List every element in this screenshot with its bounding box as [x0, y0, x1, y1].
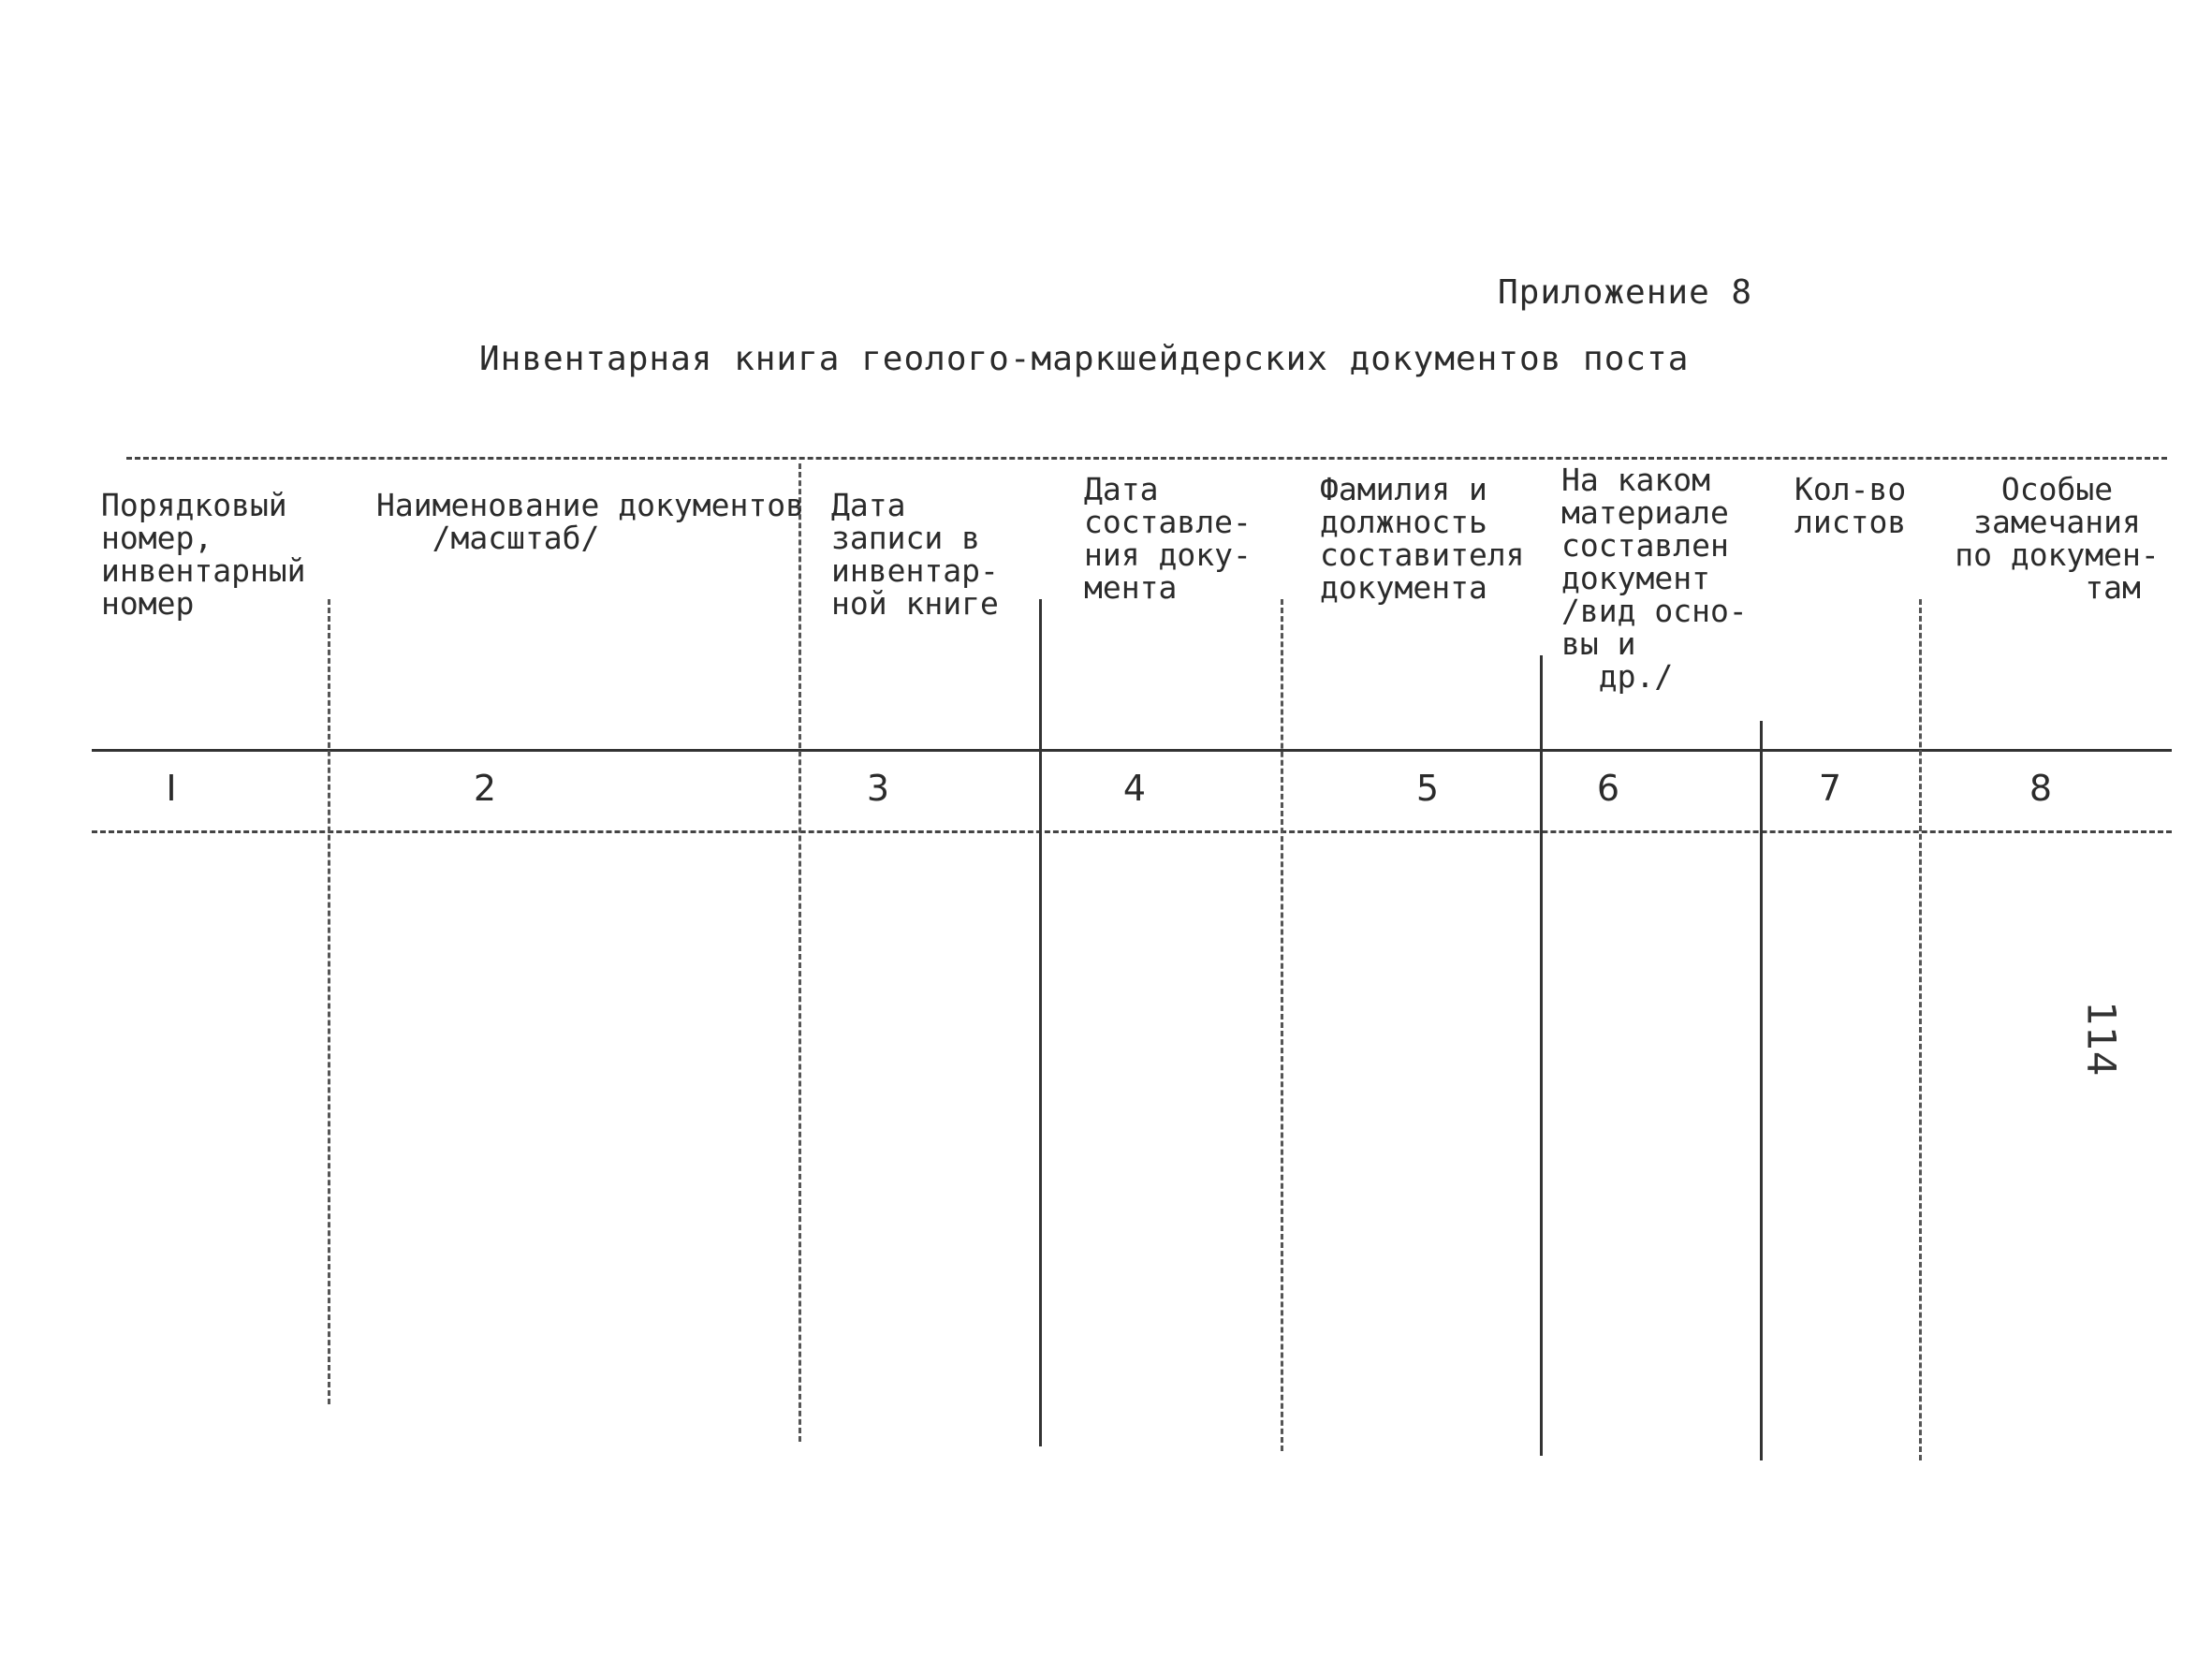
column-header-6: На каком материале составлен документ /вид осно- вы и др./ [1561, 462, 1748, 695]
header-bottom-rule [92, 749, 2172, 752]
column-number-8: 8 [2029, 768, 2053, 809]
column-header-3: Дата записи в инвентар- ной книге [831, 487, 999, 622]
appendix-label: Приложение 8 [1498, 273, 1753, 312]
column-header-1: Порядковый номер, инвентарный номер [101, 487, 306, 622]
numbers-bottom-rule [92, 830, 2172, 833]
column-number-3: 3 [866, 768, 890, 809]
table-top-rule [126, 457, 2167, 460]
column-number-1: I [166, 768, 177, 809]
column-divider-7 [1919, 599, 1922, 1460]
column-divider-5 [1540, 655, 1543, 1456]
column-header-5: Фамилия и должность составителя документа [1320, 471, 1525, 606]
column-divider-3 [1039, 599, 1042, 1446]
column-number-2: 2 [473, 768, 497, 809]
column-divider-1 [328, 599, 330, 1404]
page-number: 114 [2078, 1001, 2125, 1077]
column-header-4: Дата составле- ния доку- мента [1084, 471, 1252, 606]
column-header-7: Кол-во листов [1795, 471, 1907, 540]
column-divider-6 [1760, 721, 1763, 1460]
column-number-7: 7 [1818, 768, 1842, 809]
column-header-8: Особые замечания по докумен- там [1955, 471, 2160, 606]
column-divider-2 [798, 463, 801, 1442]
document-title: Инвентарная книга геолого-маркшейдерских документов поста [479, 340, 1690, 378]
column-number-5: 5 [1415, 768, 1440, 809]
column-number-6: 6 [1596, 768, 1620, 809]
column-header-2: Наименование документов /масштаб/ [376, 487, 804, 556]
column-divider-4 [1281, 599, 1283, 1451]
column-number-4: 4 [1122, 768, 1147, 809]
